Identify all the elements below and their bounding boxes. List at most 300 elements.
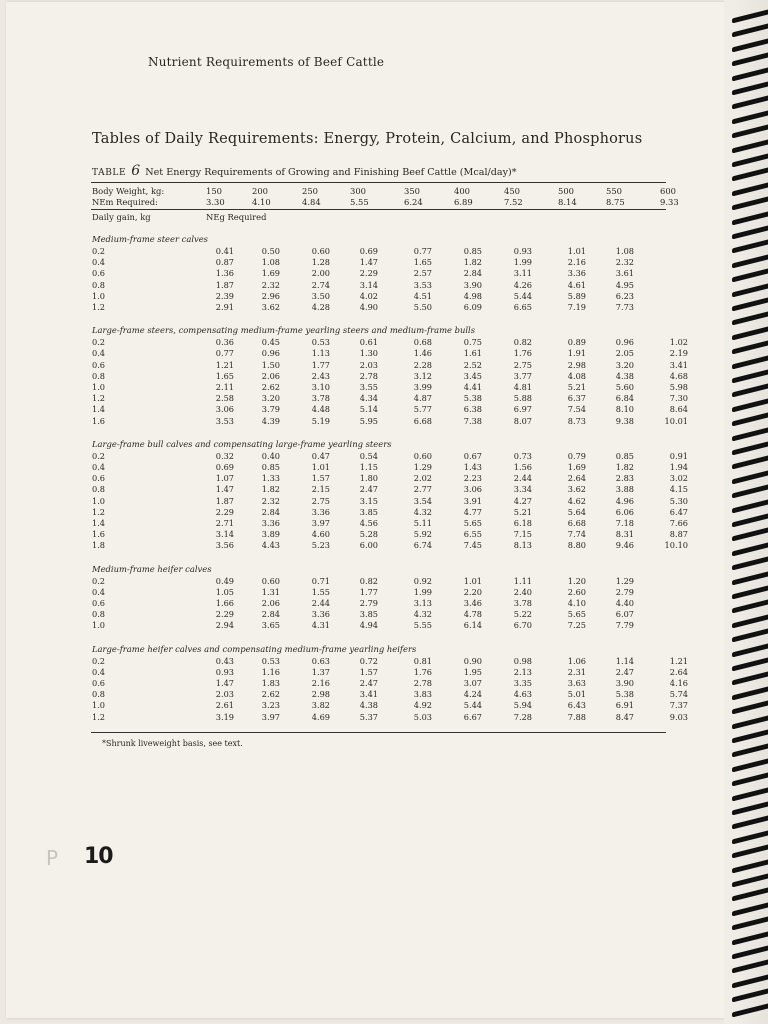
neg-cell: 0.77 — [215, 348, 234, 359]
binding-coil — [732, 96, 768, 110]
gain-cell: 1.2 — [92, 711, 106, 722]
neg-cell: 3.20 — [261, 393, 280, 404]
neg-cell: 2.52 — [463, 359, 482, 370]
binding-coil — [732, 413, 768, 427]
neg-cell: 3.36 — [567, 268, 586, 279]
page-number: 10 — [84, 844, 113, 869]
binding-coil — [732, 139, 768, 153]
neg-cell: 7.38 — [463, 415, 482, 426]
neg-cell: 3.54 — [413, 495, 432, 506]
binding-coil — [732, 874, 768, 888]
binding-coil — [732, 730, 768, 744]
neg-cell: 1.82 — [615, 462, 634, 472]
neg-cell: 1.47 — [215, 484, 234, 495]
neg-cell: 5.89 — [567, 290, 586, 301]
neg-cell: 2.11 — [215, 382, 234, 392]
neg-cell: 7.73 — [615, 302, 634, 312]
binding-coil — [732, 902, 768, 916]
table-row — [92, 450, 688, 462]
binding-coil — [732, 355, 768, 369]
binding-coil — [732, 845, 768, 859]
neg-cell: 3.36 — [311, 506, 330, 517]
neg-cell: 9.46 — [615, 540, 634, 551]
neg-cell: 8.73 — [567, 415, 586, 426]
neg-cell: 3.63 — [567, 678, 586, 688]
neg-cell: 0.96 — [261, 348, 280, 359]
gain-cell: 0.8 — [92, 484, 106, 495]
binding-coil — [732, 470, 768, 484]
neg-cell: 7.15 — [513, 529, 532, 540]
neg-cell: 1.11 — [513, 575, 532, 586]
gain-cell: 1.0 — [92, 382, 106, 392]
section-title: Large-frame steers, compensating medium-frame yearling steers and medium-frame bulls — [92, 325, 476, 336]
table-row — [92, 608, 667, 620]
table-row — [92, 517, 688, 529]
binding-coil — [732, 614, 768, 628]
neg-cell: 7.30 — [669, 393, 688, 404]
neg-cell: 1.55 — [311, 586, 330, 597]
neg-cell: 6.84 — [615, 393, 634, 404]
neg-cell: 1.66 — [215, 598, 234, 608]
neg-cell: 2.75 — [311, 495, 330, 506]
table-row — [92, 711, 688, 723]
neg-cell: 2.47 — [359, 678, 378, 688]
neg-cell: 0.72 — [359, 655, 378, 666]
binding-coil — [732, 125, 768, 139]
neg-cell: 1.65 — [413, 257, 432, 268]
gain-cell: 0.2 — [92, 450, 106, 461]
gain-cell: 1.0 — [92, 620, 106, 631]
gain-cell: 0.8 — [92, 609, 106, 620]
table-row — [92, 495, 688, 507]
binding-coil — [732, 528, 768, 542]
neg-cell: 3.20 — [615, 359, 634, 370]
neg-cell: 2.47 — [615, 666, 634, 677]
neg-cell: 2.03 — [215, 689, 234, 700]
neg-cell: 0.63 — [311, 655, 330, 666]
neg-cell: 4.39 — [261, 415, 280, 426]
neg-cell: 1.50 — [261, 359, 280, 370]
neg-cell: 0.92 — [413, 575, 432, 586]
neg-cell: 4.40 — [615, 598, 634, 608]
neg-cell: 5.03 — [413, 711, 432, 722]
neg-cell: 7.66 — [669, 518, 688, 528]
gain-cell: 0.2 — [92, 655, 106, 666]
nem-value-1: 4.10 — [252, 197, 271, 207]
gain-cell: 0.4 — [92, 462, 106, 472]
neg-cell: 1.06 — [567, 655, 586, 666]
neg-cell: 4.63 — [513, 689, 532, 700]
neg-cell: 0.89 — [567, 337, 586, 348]
neg-cell: 1.87 — [215, 495, 234, 506]
neg-cell: 2.03 — [359, 359, 378, 370]
binding-coil — [732, 24, 768, 38]
binding-coil — [732, 816, 768, 830]
neg-cell: 3.82 — [311, 700, 330, 711]
neg-cell: 1.57 — [359, 666, 378, 677]
neg-cell: 2.71 — [215, 518, 234, 528]
neg-cell: 3.10 — [311, 382, 330, 392]
binding-coil — [732, 197, 768, 211]
gain-cell: 1.6 — [92, 415, 106, 426]
neg-cell: 0.43 — [215, 655, 234, 666]
neg-cell: 3.46 — [463, 598, 482, 608]
nem-value-7: 8.14 — [558, 197, 577, 207]
neg-cell: 0.73 — [513, 450, 532, 461]
neg-cell: 6.68 — [567, 518, 586, 528]
neg-cell: 0.98 — [513, 655, 532, 666]
neg-cell: 5.65 — [567, 609, 586, 620]
neg-cell: 6.43 — [567, 700, 586, 711]
gain-label: Daily gain, kg — [92, 212, 151, 222]
neg-cell: 1.77 — [359, 586, 378, 597]
neg-cell: 0.67 — [463, 450, 482, 461]
neg-cell: 6.67 — [463, 711, 482, 722]
neg-cell: 1.02 — [669, 337, 688, 348]
table-caption-text: Net Energy Requirements of Growing and Finishing Beef Cattle (Mcal/day)* — [145, 167, 517, 178]
gain-cell: 0.6 — [92, 598, 106, 608]
neg-cell: 3.55 — [359, 382, 378, 392]
binding-coil — [732, 600, 768, 614]
neg-cell: 0.36 — [215, 337, 234, 348]
neg-cell: 3.23 — [261, 700, 280, 711]
neg-cell: 4.98 — [463, 290, 482, 301]
pencil-mark: P — [46, 846, 59, 870]
neg-cell: 0.93 — [513, 246, 532, 256]
neg-cell: 4.27 — [513, 495, 532, 506]
neg-cell: 6.06 — [615, 506, 634, 517]
gain-cell: 0.4 — [92, 666, 106, 677]
neg-cell: 2.13 — [513, 666, 532, 677]
neg-cell: 3.06 — [463, 484, 482, 495]
neg-cell: 6.23 — [615, 290, 634, 301]
neg-label: NEg Required — [206, 212, 267, 222]
neg-cell: 1.83 — [261, 678, 280, 688]
neg-cell: 2.77 — [413, 484, 432, 495]
neg-cell: 4.87 — [413, 393, 432, 404]
neg-cell: 1.61 — [463, 348, 482, 359]
binding-coil — [732, 888, 768, 902]
table-row — [92, 619, 667, 631]
neg-cell: 5.01 — [567, 689, 586, 700]
neg-cell: 2.84 — [261, 609, 280, 620]
neg-cell: 1.43 — [463, 462, 482, 472]
header-rule — [91, 209, 666, 210]
neg-cell: 3.06 — [215, 404, 234, 415]
neg-cell: 2.32 — [261, 495, 280, 506]
neg-cell: 1.87 — [215, 279, 234, 290]
neg-cell: 4.31 — [311, 620, 330, 631]
binding-coil — [732, 53, 768, 67]
neg-cell: 6.47 — [669, 506, 688, 517]
neg-cell: 5.37 — [359, 711, 378, 722]
neg-cell: 3.53 — [413, 279, 432, 290]
nem-value-8: 8.75 — [606, 197, 625, 207]
neg-cell: 3.53 — [215, 415, 234, 426]
binding-coil — [732, 557, 768, 571]
body-weight-value-8: 550 — [606, 186, 622, 196]
gain-cell: 0.4 — [92, 257, 106, 268]
neg-cell: 5.38 — [463, 393, 482, 404]
table-number: 6 — [131, 163, 141, 179]
neg-cell: 0.91 — [669, 450, 688, 461]
neg-cell: 2.94 — [215, 620, 234, 631]
neg-cell: 3.90 — [463, 279, 482, 290]
binding-coil — [732, 226, 768, 240]
table-row — [92, 381, 688, 393]
neg-cell: 0.81 — [413, 655, 432, 666]
neg-cell: 5.98 — [669, 382, 688, 392]
body-weight-value-2: 250 — [302, 186, 318, 196]
gain-cell: 1.2 — [92, 302, 106, 312]
neg-cell: 6.14 — [463, 620, 482, 631]
neg-cell: 0.71 — [311, 575, 330, 586]
neg-cell: 5.30 — [669, 495, 688, 506]
neg-cell: 5.50 — [413, 302, 432, 312]
section-title: Large-frame bull calves and compensating large-frame yearling steers — [92, 438, 392, 449]
neg-cell: 1.46 — [413, 348, 432, 359]
binding-coil — [732, 931, 768, 945]
neg-cell: 0.60 — [311, 246, 330, 256]
neg-cell: 4.69 — [311, 711, 330, 722]
neg-cell: 2.16 — [567, 257, 586, 268]
table-row — [92, 575, 667, 587]
gain-cell: 1.4 — [92, 518, 106, 528]
neg-cell: 0.60 — [413, 450, 432, 461]
neg-cell: 1.21 — [215, 359, 234, 370]
binding-coil — [732, 269, 768, 283]
neg-cell: 6.18 — [513, 518, 532, 528]
nem-label: NEm Required: — [92, 197, 158, 207]
binding-coil — [732, 240, 768, 254]
neg-cell: 2.06 — [261, 370, 280, 381]
neg-cell: 3.11 — [513, 268, 532, 279]
binding-coil — [732, 182, 768, 196]
neg-cell: 1.14 — [615, 655, 634, 666]
neg-cell: 4.62 — [567, 495, 586, 506]
neg-cell: 1.57 — [311, 473, 330, 484]
neg-cell: 1.15 — [359, 462, 378, 472]
nem-value-9: 9.33 — [660, 197, 679, 207]
body-weight-value-6: 450 — [504, 186, 520, 196]
binding-coil — [732, 787, 768, 801]
table-row — [92, 267, 667, 279]
neg-cell: 4.26 — [513, 279, 532, 290]
neg-cell: 1.69 — [567, 462, 586, 472]
neg-cell: 2.74 — [311, 279, 330, 290]
neg-cell: 7.19 — [567, 302, 586, 312]
neg-cell: 8.31 — [615, 529, 634, 540]
neg-cell: 1.30 — [359, 348, 378, 359]
gain-cell: 1.0 — [92, 700, 106, 711]
neg-cell: 10.10 — [664, 540, 688, 551]
neg-cell: 7.37 — [669, 700, 688, 711]
binding-coil — [732, 744, 768, 758]
neg-cell: 5.60 — [615, 382, 634, 392]
neg-cell: 5.95 — [359, 415, 378, 426]
neg-cell: 8.64 — [669, 404, 688, 415]
neg-cell: 2.19 — [669, 348, 688, 359]
table-row — [92, 359, 688, 371]
binding-coil — [732, 82, 768, 96]
table-row — [92, 586, 667, 598]
gain-cell: 0.2 — [92, 575, 106, 586]
neg-cell: 0.75 — [463, 337, 482, 348]
neg-cell: 1.76 — [513, 348, 532, 359]
neg-cell: 5.65 — [463, 518, 482, 528]
table-row — [92, 461, 688, 473]
gain-cell: 0.6 — [92, 678, 106, 688]
neg-cell: 4.38 — [359, 700, 378, 711]
body-weight-value-4: 350 — [404, 186, 420, 196]
neg-cell: 5.21 — [567, 382, 586, 392]
neg-cell: 2.98 — [567, 359, 586, 370]
binding-coil — [732, 859, 768, 873]
neg-cell: 0.79 — [567, 450, 586, 461]
binding-coil — [732, 254, 768, 268]
neg-cell: 1.01 — [463, 575, 482, 586]
neg-cell: 7.45 — [463, 540, 482, 551]
neg-cell: 10.01 — [664, 415, 688, 426]
section-title: Medium-frame heifer calves — [92, 563, 212, 574]
nem-value-5: 6.89 — [454, 197, 473, 207]
neg-cell: 0.85 — [261, 462, 280, 472]
neg-cell: 7.18 — [615, 518, 634, 528]
neg-cell: 2.29 — [215, 506, 234, 517]
neg-cell: 1.05 — [215, 586, 234, 597]
gain-cell: 1.2 — [92, 393, 106, 404]
neg-cell: 5.11 — [413, 518, 432, 528]
neg-cell: 2.98 — [311, 689, 330, 700]
binding-coil — [732, 38, 768, 52]
neg-cell: 3.36 — [261, 518, 280, 528]
nem-value-2: 4.84 — [302, 197, 321, 207]
neg-cell: 1.69 — [261, 268, 280, 279]
neg-cell: 5.44 — [513, 290, 532, 301]
neg-cell: 4.32 — [413, 609, 432, 620]
table-top-rule — [91, 182, 666, 183]
section-title: Medium-frame steer calves — [92, 234, 208, 244]
neg-cell: 2.83 — [615, 473, 634, 484]
neg-cell: 7.74 — [567, 529, 586, 540]
neg-cell: 5.44 — [463, 700, 482, 711]
body-weight-value-7: 500 — [558, 186, 574, 196]
neg-cell: 2.61 — [215, 700, 234, 711]
binding-coil — [732, 571, 768, 585]
binding-coil — [732, 442, 768, 456]
neg-cell: 2.64 — [669, 666, 688, 677]
table-row — [92, 506, 688, 518]
neg-cell: 6.68 — [413, 415, 432, 426]
table-row — [92, 347, 688, 359]
neg-cell: 7.88 — [567, 711, 586, 722]
neg-cell: 0.82 — [513, 337, 532, 348]
binding-coil — [732, 773, 768, 787]
neg-cell: 4.34 — [359, 393, 378, 404]
neg-cell: 0.93 — [215, 666, 234, 677]
table-bottom-rule — [91, 732, 666, 733]
neg-cell: 5.92 — [413, 529, 432, 540]
gain-cell: 1.0 — [92, 290, 106, 301]
binding-coil — [732, 830, 768, 844]
nem-value-4: 6.24 — [404, 197, 423, 207]
neg-cell: 2.78 — [413, 678, 432, 688]
neg-cell: 1.82 — [261, 484, 280, 495]
neg-cell: 8.80 — [567, 540, 586, 551]
neg-cell: 0.82 — [359, 575, 378, 586]
neg-cell: 3.79 — [261, 404, 280, 415]
neg-cell: 8.10 — [615, 404, 634, 415]
body-weight-value-9: 600 — [660, 186, 676, 196]
neg-cell: 4.43 — [261, 540, 280, 551]
table-row — [92, 597, 667, 609]
neg-cell: 4.08 — [567, 370, 586, 381]
neg-cell: 3.97 — [261, 711, 280, 722]
neg-cell: 0.41 — [215, 246, 234, 256]
binding-coil — [732, 384, 768, 398]
table-row — [92, 290, 667, 302]
neg-cell: 5.77 — [413, 404, 432, 415]
body-weight-value-3: 300 — [350, 186, 366, 196]
neg-cell: 4.51 — [413, 290, 432, 301]
binding-coil — [732, 341, 768, 355]
neg-cell: 4.28 — [311, 302, 330, 312]
neg-cell: 4.60 — [311, 529, 330, 540]
neg-cell: 0.32 — [215, 450, 234, 461]
gain-cell: 0.2 — [92, 337, 106, 348]
neg-cell: 3.85 — [359, 506, 378, 517]
binding-coil — [732, 10, 768, 24]
neg-cell: 4.61 — [567, 279, 586, 290]
neg-cell: 1.20 — [567, 575, 586, 586]
neg-cell: 5.14 — [359, 404, 378, 415]
neg-cell: 4.78 — [463, 609, 482, 620]
neg-cell: 2.39 — [215, 290, 234, 301]
neg-cell: 1.56 — [513, 462, 532, 472]
neg-cell: 1.36 — [215, 268, 234, 279]
neg-cell: 1.91 — [567, 348, 586, 359]
neg-cell: 2.29 — [359, 268, 378, 279]
table-row — [92, 392, 688, 404]
neg-cell: 6.38 — [463, 404, 482, 415]
neg-cell: 2.47 — [359, 484, 378, 495]
table-row — [92, 370, 688, 382]
neg-cell: 7.79 — [615, 620, 634, 631]
neg-cell: 5.64 — [567, 506, 586, 517]
table-row — [92, 539, 688, 551]
neg-cell: 3.85 — [359, 609, 378, 620]
neg-cell: 9.03 — [669, 711, 688, 722]
binding-coil — [732, 283, 768, 297]
table-row — [92, 415, 688, 427]
neg-cell: 0.61 — [359, 337, 378, 348]
binding-coil — [732, 686, 768, 700]
page-title: Tables of Daily Requirements: Energy, Protein, Calcium, and Phosphorus — [92, 131, 643, 147]
neg-cell: 3.14 — [359, 279, 378, 290]
table-row — [92, 472, 688, 484]
neg-cell: 0.45 — [261, 337, 280, 348]
binding-coil — [732, 499, 768, 513]
neg-cell: 1.21 — [669, 655, 688, 666]
neg-cell: 3.41 — [359, 689, 378, 700]
neg-cell: 3.12 — [413, 370, 432, 381]
neg-cell: 0.50 — [261, 246, 280, 256]
neg-cell: 2.62 — [261, 382, 280, 392]
neg-cell: 0.90 — [463, 655, 482, 666]
neg-cell: 0.47 — [311, 450, 330, 461]
binding-coil — [732, 312, 768, 326]
neg-cell: 7.28 — [513, 711, 532, 722]
